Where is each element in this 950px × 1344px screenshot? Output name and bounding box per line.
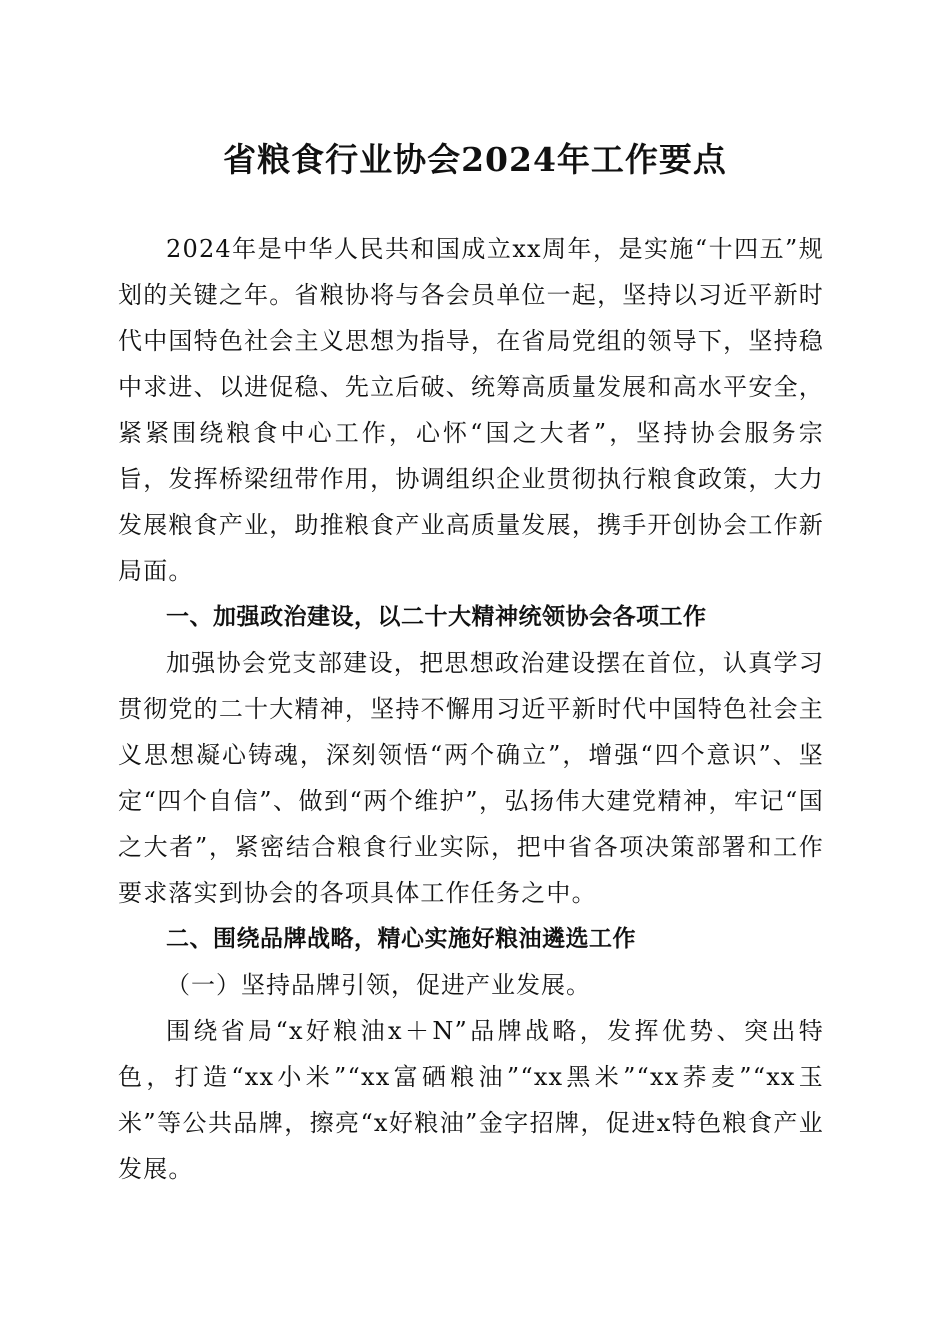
document-title: 省粮食行业协会2024年工作要点 [223, 140, 727, 179]
document-body [118, 226, 824, 1192]
section-1-paragraph: 加强协会党支部建设，把思想政治建设摆在首位，认真学习贯彻党的二十大精神，坚持不懈用习近平新时代中国特色社会主义思想凝心铸魂，深刻领悟“两个确立”，增强“四个意识”、坚定“四个自信”、做到“两个维护”，弘扬伟大建党精神，牢记“国之大者”，紧密结合粮食行业实际，把中省各项决策部署和工作要求落实到协会的各项具体工作任务之中。 [118, 649, 824, 907]
intro-paragraph: 2024年是中华人民共和国成立xx周年，是实施“十四五”规划的关键之年。省粮协将与各会员单位一起，坚持以习近平新时代中国特色社会主义思想为指导，在省局党组的领导下，坚持稳中求进、以进促稳、先立后破、统筹高质量发展和高水平安全，紧紧围绕粮食中心工作，心怀“国之大者”，坚持协会服务宗旨，发挥桥梁纽带作用，协调组织企业贯彻执行粮食政策，大力发展粮食产业，助推粮食产业高质量发展，携手开创协会工作新局面。 [118, 235, 824, 585]
section-2-subheading: （一）坚持品牌引领，促进产业发展。 [166, 971, 591, 999]
section-2-heading: 二、围绕品牌战略，精心实施好粮油遴选工作 [166, 926, 636, 952]
section-1-heading: 一、加强政治建设，以二十大精神统领协会各项工作 [166, 604, 707, 630]
section-2-paragraph: 围绕省局“x好粮油x＋N”品牌战略，发挥优势、突出特色，打造“xx小米”“xx富硒粮油”“xx黑米”“xx荞麦”“xx玉米”等公共品牌，擦亮“x好粮油”金字招牌，促进x特色粮食产业发展。 [118, 1017, 824, 1183]
